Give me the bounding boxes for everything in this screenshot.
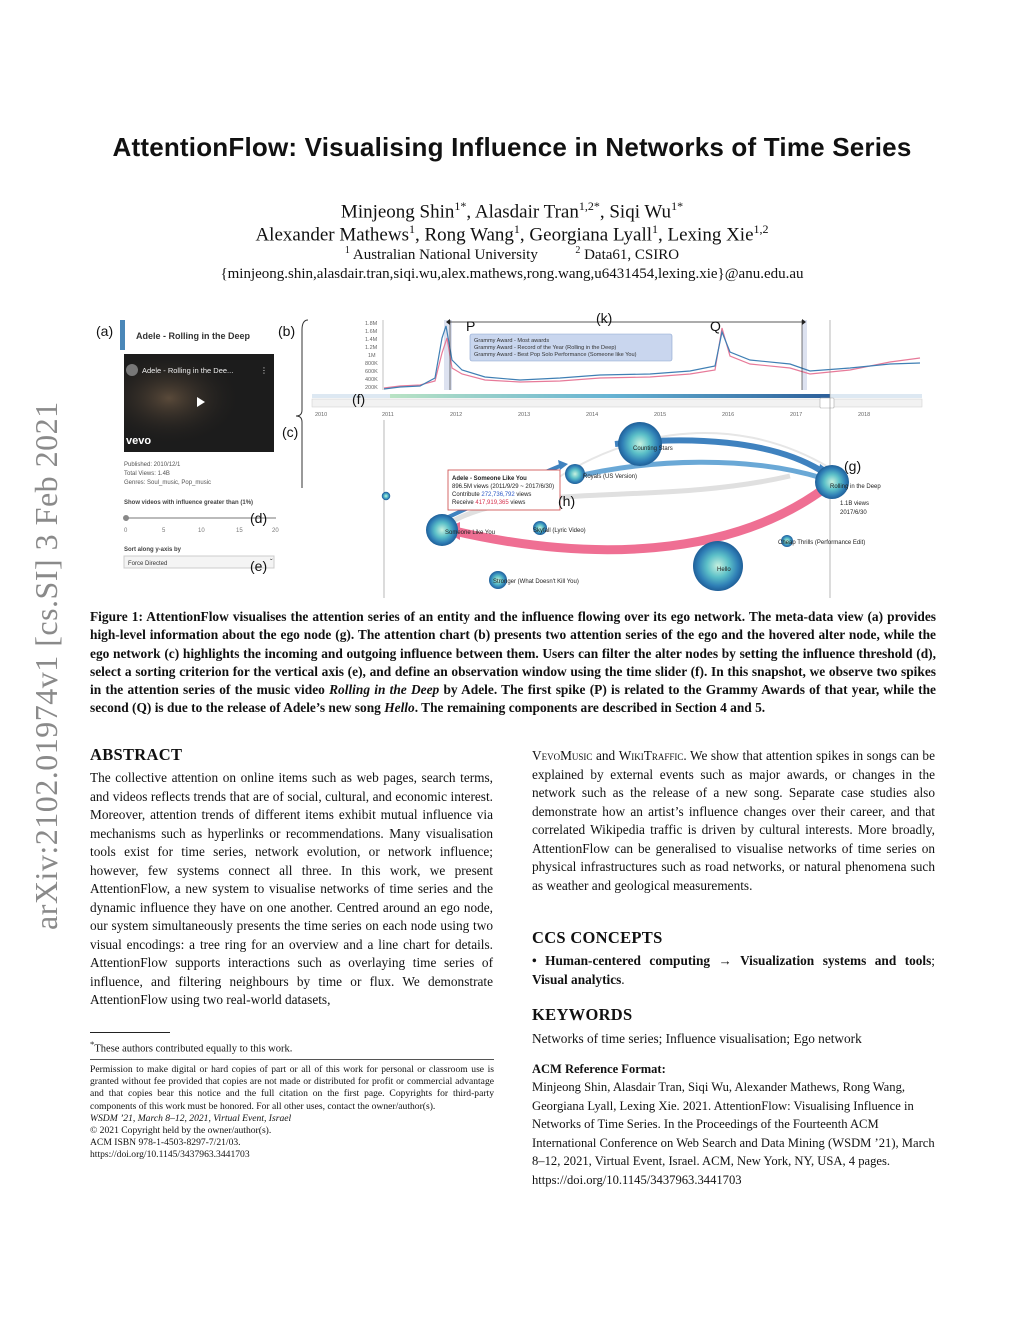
node-label: Cheap Thrills (Performance Edit) — [778, 540, 866, 546]
genres: Genres: Soul_music, Pop_music — [124, 480, 212, 486]
figure-1 — [90, 308, 935, 606]
footnote: *These authors contributed equally to this work. — [90, 1039, 293, 1055]
event-item: Grammy Award - Record of the Year (Rolling in the Deep) — [474, 345, 617, 351]
year-tick: 2015 — [654, 412, 667, 418]
author-line-2: Alexander Mathews$^1$, Rong Wang$^1$, Georgiana Lyall$^1$, Lexing Xie$^{1,2}$ — [255, 222, 769, 246]
author-name: Minjeong Shin — [340, 201, 455, 223]
y-tick: 1.6M — [365, 329, 378, 335]
label-e: (e) — [250, 558, 268, 574]
more-icon[interactable]: ⋮ — [260, 366, 268, 375]
tooltip-title: Adele - Someone Like You — [452, 476, 527, 482]
threshold-slider-handle[interactable] — [123, 515, 129, 521]
year-tick: 2016 — [722, 412, 735, 418]
ccs-heading: CCS CONCEPTS — [532, 928, 663, 947]
year-tick: 2013 — [518, 412, 531, 418]
node-label: Counting Stars — [633, 446, 673, 452]
node-hello[interactable] — [693, 541, 743, 591]
footnote-rule — [90, 1032, 170, 1033]
author-name: Lexing Xie — [667, 224, 754, 246]
channel-avatar — [126, 364, 138, 376]
year-tick: 2011 — [382, 412, 394, 418]
affiliations: $^1$ Australian National University $^2$ Data61, CSIRO — [344, 245, 680, 263]
abstract-continued: VevoMusic and WikiTraffic. We show that attention spikes in songs can be explained by external events such as major awards, or changes in the network such as the release of a new song. Separate case studies also demonstrate how an artist’s influence changes over their career, and that correlated Wikipedia traffic is driven by cultural interests. More broadly, AttentionFlow can be generalised to visualise networks of time series on physical infrastructures such as road networks, or natural phenomena such as weather and geological measurements. — [532, 748, 935, 893]
label-p: P — [466, 318, 476, 334]
author-name: Alasdair Tran — [474, 201, 579, 223]
node-small[interactable] — [382, 492, 390, 500]
panel-bracket — [296, 320, 308, 488]
node-label: Stronger (What Doesn't Kill You) — [493, 579, 579, 585]
author-name: Alexander Mathews — [255, 224, 409, 246]
author-line-1: Minjeong Shin$^{1*}$, Alasdair Tran$^{1,2*}$, Siqi $Wu^{1*}$ — [340, 199, 684, 223]
y-tick: 600K — [365, 369, 378, 375]
ccs-concepts: • Human-centered computing → Visualization systems and tools; Visual analytics. — [532, 953, 935, 987]
y-tick: 1.2M — [365, 345, 378, 351]
label-d: (d) — [250, 510, 268, 526]
year-tick: 2012 — [450, 412, 463, 418]
label-q: Q — [710, 318, 721, 334]
abstract-body: The collective attention on online items such as web pages, search terms, and videos reflects trends that are of social, cultural, and economic interest. Moreover, attention trends of different items exhibit mutual influence via mechanisms such as hyperlinks or recommendations. Many visualisation tools exist for time series, network evolution, or network influence; however, few systems connect all three. In this work, we present AttentionFlow, a new system to visualise networks of time series and the dynamic influence they have on one another. Centred around an ego node, our system simultaneously presents the time series on each node using two visual encodings: a tree ring for an overview and a line chart for details. AttentionFlow supports interactions such as overlaying time series of influence, and filtering neighbours by time or flux. We demonstrate AttentionFlow using two real-world datasets, — [90, 770, 493, 1007]
y-tick: 200K — [365, 385, 378, 391]
label-f: (f) — [352, 391, 366, 407]
tooltip-receive: Receive 417,919,365 views — [452, 500, 526, 506]
author-name: Rong Wang — [424, 224, 514, 246]
y-tick: 400K — [365, 377, 378, 383]
slider-tick: 5 — [162, 528, 166, 534]
year-tick: 2010 — [315, 412, 328, 418]
published-date: Published: 2010/12/1 — [124, 462, 181, 468]
event-band — [802, 320, 807, 390]
filter-label: Show videos with influence greater than (1%) — [124, 500, 254, 506]
total-views: Total Views: 1.4B — [124, 471, 170, 477]
year-tick: 2014 — [586, 412, 599, 418]
permission-rule — [90, 1059, 494, 1060]
author-name: Siqi Wu — [609, 201, 672, 223]
node-royals[interactable] — [565, 464, 585, 484]
year-tick: 2017 — [790, 412, 803, 418]
meta-heading: Adele - Rolling in the Deep — [136, 331, 251, 341]
acm-ref-heading: ACM Reference Format: — [532, 1062, 666, 1076]
node-label: Royals (US Version) — [583, 474, 638, 480]
event-item: Grammy Award - Best Pop Solo Performance (Someone like You) — [474, 352, 637, 358]
year-tick: 2018 — [858, 412, 871, 418]
node-label: Someone Like You — [445, 530, 496, 536]
label-h: (h) — [558, 493, 576, 509]
x-year-ticks — [315, 412, 870, 418]
slider-tick: 15 — [236, 528, 243, 534]
slider-tick: 0 — [124, 528, 128, 534]
node-label: Hello — [717, 567, 731, 573]
node-label: Rolling in the Deep — [830, 484, 881, 490]
y-tick: 1.8M — [365, 321, 378, 327]
label-k: (k) — [596, 310, 613, 326]
video-title: Adele - Rolling in the Dee... — [142, 366, 234, 375]
arxiv-stamp: arXiv:2102.01974v1 [cs.SI] 3 Feb 2021 — [28, 401, 64, 930]
sort-value: Force Directed — [128, 561, 168, 567]
acm-ref-body: Minjeong Shin, Alasdair Tran, Siqi Wu, Alexander Mathews, Rong Wang, Georgiana Lyall, Lexing Xie. 2021. AttentionFlow: Visualising Influence in Networks of Time Series. In the Proceedings of the Fourteenth ACM International Conference on Web Search and Data Mining (WSDM ’21), March 8–12, 2021, Virtual Event, Israel. ACM, New York, NY, USA, 4 pages. https://doi.org/10.1145/3437963.3441703 — [532, 1080, 935, 1187]
slider-ticks — [124, 528, 279, 534]
time-slider-handle[interactable] — [820, 398, 834, 408]
label-c: (c) — [282, 424, 299, 440]
y-tick: 1M — [368, 353, 376, 359]
y-tick: 800K — [365, 361, 378, 367]
chevron-down-icon[interactable]: ˇ — [270, 558, 273, 567]
author-name: Georgiana Lyall — [529, 224, 653, 246]
slider-tick: 10 — [198, 528, 205, 534]
y-tick: 1.4M — [365, 337, 378, 343]
tooltip-views: 896.5M views (2011/9/29 ~ 2017/6/30) — [452, 484, 555, 490]
figure-caption: Figure 1: AttentionFlow visualises the attention series of an entity and the influence flowing over its ego network. The meta-data view (a) provides high-level information about the ego node (g). The attention chart (b) presents two attention series of the ego and the hovered alter node, while the ego network (c) highlights the incoming and outgoing influence between them. Users can filter the alter nodes by setting the influence threshold (d), select a sorting criterion for the vertical axis (e), and define an observation window using the time slider (f). In this snapshot, we observe two spikes in the attention series of the music video Rolling in the Deep by Adele. The first spike (P) is related to the Grammy Awards of that year, while the second (Q) is due to the release of Adele’s new song Hello. The remaining components are described in Section 4 and 5. — [90, 609, 936, 716]
keywords-heading: KEYWORDS — [532, 1005, 633, 1024]
paper-title: AttentionFlow: Visualising Influence in Networks of Time Series — [112, 132, 912, 162]
keywords-body: Networks of time series; Influence visualisation; Ego network — [532, 1031, 862, 1046]
label-g: (g) — [844, 458, 862, 474]
sort-label: Sort along y-axis by — [124, 547, 182, 553]
label-a: (a) — [96, 323, 114, 339]
node-counting-stars[interactable] — [618, 422, 662, 466]
ego-date: 2017/6/30 — [840, 510, 867, 516]
abstract-heading: ABSTRACT — [90, 745, 183, 764]
author-emails: {minjeong.shin,alasdair.tran,siqi.wu,alex.mathews,rong.wang,u6431454,lexing.xie}@anu.edu.au — [220, 266, 804, 282]
vevo-logo: vevo — [126, 435, 152, 447]
tooltip-contribute: Contribute 272,736,792 views — [452, 492, 532, 498]
figure-graphic — [90, 308, 935, 606]
ego-views: 1.1B views — [840, 501, 870, 507]
event-item: Grammy Award - Most awards — [474, 338, 550, 344]
node-label: Skyfall (Lyric Video) — [533, 528, 586, 534]
permission-block: Permission to make digital or hard copies of part or all of this work for personal or classroom use is granted without fee provided that copies are not made or distributed for profit or commercial advantage and that copies bear this notice and the full citation on the first page. Copyrights for third-party components of this work must be honored. For all other uses, contact the owner/author(s). WSDM ’21, March 8–12, 2021, Virtual Event, Israel © 2021 Copyright held by the owner/author(s). ACM ISBN 978-1-4503-8297-7/21/03. https://doi.org/10.1145/3437963.3441703 — [90, 1064, 494, 1161]
label-b: (b) — [278, 323, 296, 339]
chart-y-ticks — [365, 321, 378, 391]
slider-tick: 20 — [272, 528, 279, 534]
meta-accent-bar — [120, 320, 125, 350]
